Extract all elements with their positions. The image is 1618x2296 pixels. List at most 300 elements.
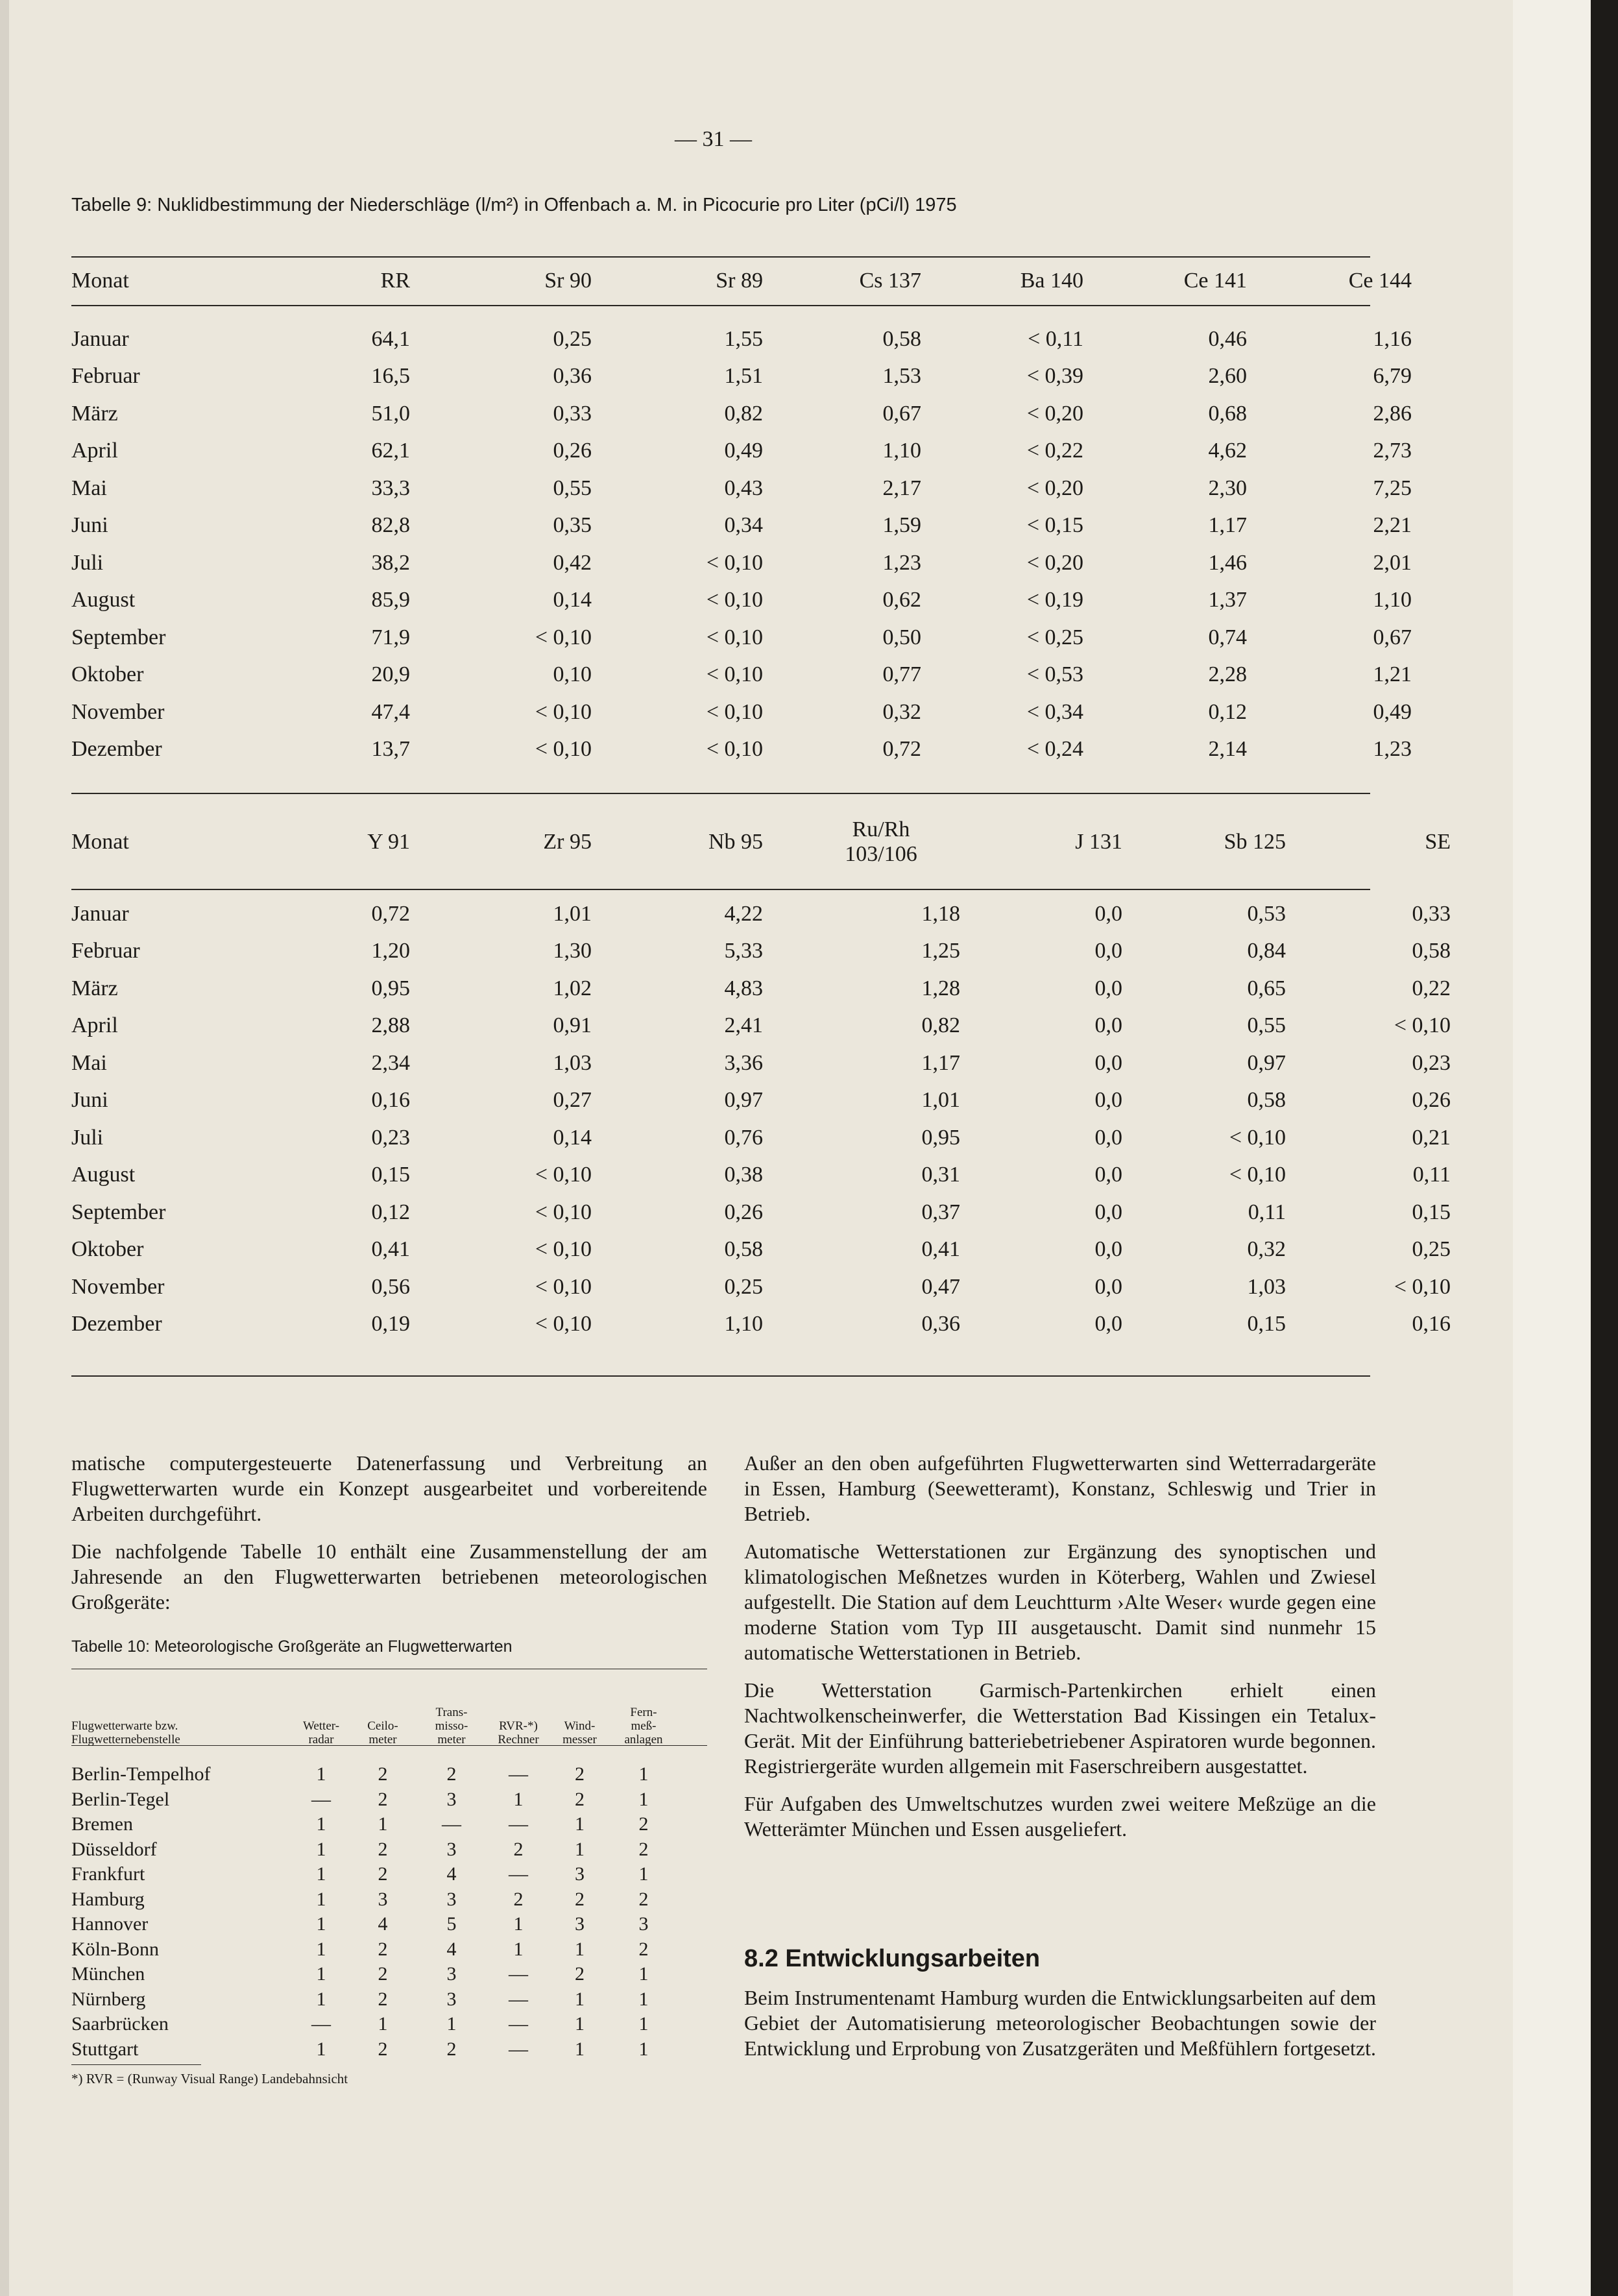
station-cell: Frankfurt <box>71 1863 145 1885</box>
value-cell: < 0,10 <box>706 550 763 575</box>
count-cell: 1 <box>316 1963 326 1985</box>
value-cell: 0,0 <box>1094 1050 1122 1075</box>
table-row <box>71 895 1451 933</box>
value-cell: 0,26 <box>724 1200 763 1224</box>
month-cell: August <box>71 1163 136 1187</box>
value-cell: 0,0 <box>1094 939 1122 963</box>
table-row <box>71 2037 677 2062</box>
table10-footnote: *) RVR = (Runway Visual Range) Landebahnsicht <box>71 2071 348 2086</box>
header-line: Fern- <box>630 1706 657 1719</box>
value-cell: 2,88 <box>371 1013 410 1038</box>
table-row <box>71 731 1412 769</box>
value-cell: 1,53 <box>882 364 921 389</box>
value-cell: 0,55 <box>1247 1013 1286 1038</box>
value-cell: 0,0 <box>1094 1163 1122 1187</box>
count-cell: 1 <box>513 1913 524 1935</box>
count-cell: 3 <box>446 1838 457 1860</box>
count-cell: — <box>509 1863 528 1885</box>
header-line: meter <box>437 1733 466 1746</box>
header-cell: Cs 137 <box>859 269 921 293</box>
value-cell: 1,25 <box>921 939 960 963</box>
header-line: Ceilo- <box>367 1719 398 1733</box>
value-cell: 2,21 <box>1373 513 1412 538</box>
table-row <box>71 1862 677 1887</box>
value-cell: 0,74 <box>1208 625 1247 649</box>
count-cell: 1 <box>316 1888 326 1910</box>
value-cell: < 0,15 <box>1026 513 1083 538</box>
table-row <box>71 1837 677 1863</box>
month-cell: Januar <box>71 901 129 926</box>
value-cell: 0,32 <box>1247 1237 1286 1262</box>
value-cell: < 0,10 <box>535 737 592 762</box>
header-cell <box>610 1683 677 1754</box>
value-cell: 0,0 <box>1094 1200 1122 1224</box>
count-cell: 2 <box>575 1888 585 1910</box>
value-cell: 0,91 <box>553 1013 592 1038</box>
month-cell: Juli <box>71 550 104 575</box>
count-cell: 3 <box>446 1988 457 2010</box>
count-cell: 1 <box>638 1763 649 1785</box>
value-cell: 0,49 <box>724 439 763 463</box>
value-cell: 7,25 <box>1373 476 1412 500</box>
value-cell: 5,33 <box>724 939 763 963</box>
value-cell: < 0,10 <box>1394 1013 1451 1038</box>
value-cell: 1,01 <box>553 901 592 926</box>
table-row <box>71 1231 1451 1269</box>
section-heading: 8.2 Entwicklungsarbeiten <box>744 1945 1041 1972</box>
value-cell: 0,46 <box>1208 326 1247 351</box>
value-cell: 0,41 <box>371 1237 410 1262</box>
value-cell: 2,41 <box>724 1013 763 1038</box>
value-cell: 0,32 <box>882 699 921 724</box>
value-cell: 71,9 <box>371 625 410 649</box>
value-cell: 0,33 <box>1412 901 1451 926</box>
value-cell: 2,17 <box>882 476 921 500</box>
value-cell: 38,2 <box>371 550 410 575</box>
value-cell: 1,20 <box>371 939 410 963</box>
value-cell: 0,11 <box>1248 1200 1286 1224</box>
table-row <box>71 320 1412 358</box>
count-cell: 1 <box>316 1838 326 1860</box>
value-cell: 0,26 <box>1412 1088 1451 1113</box>
header-ru-line2: 103/106 <box>845 842 917 866</box>
table-header-row <box>71 1683 677 1754</box>
value-cell: 0,65 <box>1247 976 1286 1000</box>
count-cell: 4 <box>446 1863 457 1885</box>
count-cell: 3 <box>378 1888 388 1910</box>
value-cell: 0,37 <box>921 1200 960 1224</box>
month-cell: Oktober <box>71 662 144 687</box>
table-row <box>71 1962 677 1987</box>
header-cell: Nb 95 <box>708 830 763 854</box>
value-cell: 2,86 <box>1373 401 1412 426</box>
month-cell: April <box>71 439 118 463</box>
value-cell: 0,67 <box>1373 625 1412 649</box>
value-cell: 1,10 <box>1373 588 1412 612</box>
value-cell: 0,0 <box>1094 1013 1122 1038</box>
count-cell: 2 <box>638 1938 649 1960</box>
count-cell: 1 <box>378 1813 388 1835</box>
value-cell: 0,19 <box>371 1312 410 1336</box>
value-cell: 1,02 <box>553 976 592 1000</box>
value-cell: 0,58 <box>1247 1088 1286 1113</box>
month-cell: Mai <box>71 476 107 500</box>
count-cell: 2 <box>446 2038 457 2060</box>
table-row <box>71 933 1451 971</box>
count-cell: 3 <box>446 1963 457 1985</box>
table9-part1 <box>71 255 1412 768</box>
value-cell: 1,55 <box>724 326 763 351</box>
header-line: meter <box>368 1733 397 1746</box>
value-cell: 0,0 <box>1094 901 1122 926</box>
table-row <box>71 1762 677 1787</box>
value-cell: 0,95 <box>921 1125 960 1150</box>
header-line: Flugwetternebenstelle <box>71 1733 180 1746</box>
count-cell: — <box>509 1813 528 1835</box>
count-cell: 1 <box>316 2038 326 2060</box>
count-cell: 2 <box>446 1763 457 1785</box>
value-cell: 2,01 <box>1373 550 1412 575</box>
month-cell: November <box>71 1274 165 1299</box>
count-cell: 1 <box>513 1938 524 1960</box>
value-cell: 2,60 <box>1208 364 1247 389</box>
month-cell: November <box>71 699 165 724</box>
count-cell: 1 <box>638 2038 649 2060</box>
header-cell <box>71 1683 292 1754</box>
count-cell: 4 <box>378 1913 388 1935</box>
value-cell: 0,68 <box>1208 401 1247 426</box>
month-cell: Dezember <box>71 737 162 762</box>
value-cell: 1,46 <box>1208 550 1247 575</box>
value-cell: 0,0 <box>1094 1088 1122 1113</box>
paragraph: matische computergesteuerte Datenerfassung und Verbreitung an Flugwetterwarten wurde ein Konzept ausgearbeitet und vorbereitende Arbeiten durchgeführt. <box>71 1451 707 1525</box>
value-cell: 1,03 <box>553 1050 592 1075</box>
value-cell: 4,83 <box>724 976 763 1000</box>
value-cell: 0,36 <box>553 364 592 389</box>
table-row <box>71 1306 1451 1344</box>
table-row <box>71 657 1412 694</box>
count-cell: 1 <box>638 1963 649 1985</box>
value-cell: 0,55 <box>553 476 592 500</box>
header-cell <box>292 1683 350 1754</box>
value-cell: 4,62 <box>1208 439 1247 463</box>
value-cell: 0,43 <box>724 476 763 500</box>
value-cell: 0,36 <box>921 1312 960 1336</box>
count-cell: 1 <box>638 1788 649 1810</box>
value-cell: 1,16 <box>1373 326 1412 351</box>
value-cell: < 0,20 <box>1026 550 1083 575</box>
value-cell: < 0,10 <box>535 699 592 724</box>
value-cell: 0,0 <box>1094 1312 1122 1336</box>
paragraph: Außer an den oben aufgeführten Flugwetterwarten sind Wetterradargeräte in Essen, Hamburg (Seewetteramt), Konstanz, Schleswig und Trier in Betrieb. <box>744 1451 1376 1525</box>
header-line: Flugwetterwarte bzw. <box>71 1719 178 1733</box>
month-cell: April <box>71 1013 118 1038</box>
table-row <box>71 358 1412 396</box>
header-cell: Sr 90 <box>544 269 592 293</box>
month-cell: März <box>71 401 118 426</box>
month-cell: Juli <box>71 1125 104 1150</box>
value-cell: 1,10 <box>724 1312 763 1336</box>
value-cell: 0,72 <box>882 737 921 762</box>
header-ru-line1: Ru/Rh <box>852 817 910 841</box>
month-cell: Januar <box>71 326 129 351</box>
value-cell: 0,50 <box>882 625 921 649</box>
table10 <box>71 1683 677 2062</box>
value-cell: 2,30 <box>1208 476 1247 500</box>
table-row <box>71 694 1412 731</box>
station-cell: Bremen <box>71 1813 133 1835</box>
value-cell: 4,22 <box>724 901 763 926</box>
table-row <box>71 1119 1451 1157</box>
table9-caption: Tabelle 9: Nuklidbestimmung der Niederschläge (l/m²) in Offenbach a. M. in Picocurie pro Liter (pCi/l) 1975 <box>71 195 957 215</box>
count-cell: 2 <box>378 1763 388 1785</box>
value-cell: 0,0 <box>1094 1274 1122 1299</box>
count-cell: 1 <box>575 2013 585 2035</box>
value-cell: 85,9 <box>371 588 410 612</box>
value-cell: < 0,11 <box>1028 326 1083 351</box>
count-cell: 1 <box>575 1838 585 1860</box>
count-cell: 2 <box>575 1963 585 1985</box>
value-cell: 0,38 <box>724 1163 763 1187</box>
station-cell: Saarbrücken <box>71 2013 169 2035</box>
count-cell: 1 <box>513 1788 524 1810</box>
value-cell: 33,3 <box>371 476 410 500</box>
value-cell: 0,84 <box>1247 939 1286 963</box>
value-cell: < 0,10 <box>1229 1163 1286 1187</box>
value-cell: 0,27 <box>553 1088 592 1113</box>
station-cell: Berlin-Tegel <box>71 1788 170 1810</box>
value-cell: 13,7 <box>371 737 410 762</box>
header-cell: Sb 125 <box>1224 830 1286 854</box>
count-cell: — <box>509 1963 528 1985</box>
count-cell: — <box>509 1988 528 2010</box>
value-cell: 0,14 <box>553 1125 592 1150</box>
value-cell: 0,58 <box>882 326 921 351</box>
value-cell: 0,10 <box>553 662 592 687</box>
paragraph: Beim Instrumentenamt Hamburg wurden die Entwicklungsarbeiten auf dem Gebiet der Automatisierung meteorologischer Beobachtungen sowie der Entwicklung und Erprobung von Zusatzgeräten und Meßfühlern fortgesetzt. <box>744 1986 1376 2060</box>
count-cell: — <box>311 1788 331 1810</box>
table-row <box>71 470 1412 507</box>
value-cell: 2,73 <box>1373 439 1412 463</box>
value-cell: < 0,24 <box>1026 737 1083 762</box>
table9-part2 <box>71 804 1451 1343</box>
value-cell: 2,28 <box>1208 662 1247 687</box>
value-cell: 2,34 <box>371 1050 410 1075</box>
value-cell: 47,4 <box>371 699 410 724</box>
count-cell: 2 <box>378 1963 388 1985</box>
value-cell: 3,36 <box>724 1050 763 1075</box>
value-cell: 0,14 <box>553 588 592 612</box>
count-cell: 1 <box>316 1813 326 1835</box>
value-cell: < 0,19 <box>1026 588 1083 612</box>
header-cell: RR <box>380 269 410 293</box>
count-cell: 1 <box>316 1938 326 1960</box>
value-cell: < 0,10 <box>535 1200 592 1224</box>
count-cell: 2 <box>638 1813 649 1835</box>
station-cell: Nürnberg <box>71 1988 146 2010</box>
table-row <box>71 1157 1451 1194</box>
header-cell: Zr 95 <box>543 830 592 854</box>
count-cell: 1 <box>378 2013 388 2035</box>
value-cell: < 0,10 <box>1229 1125 1286 1150</box>
value-cell: 0,82 <box>921 1013 960 1038</box>
value-cell: 1,17 <box>1208 513 1247 538</box>
value-cell: 2,14 <box>1208 737 1247 762</box>
binding-strip <box>1513 0 1591 2296</box>
count-cell: 1 <box>575 1988 585 2010</box>
header-cell: Ce 144 <box>1348 269 1412 293</box>
count-cell: — <box>311 2013 331 2035</box>
count-cell: 2 <box>575 1763 585 1785</box>
table-row <box>71 1937 677 1963</box>
page-number: — 31 — <box>675 127 752 151</box>
count-cell: 1 <box>575 1813 585 1835</box>
month-cell: Dezember <box>71 1312 162 1336</box>
count-cell: 1 <box>575 2038 585 2060</box>
station-cell: Köln-Bonn <box>71 1938 159 1960</box>
value-cell: 6,79 <box>1373 364 1412 389</box>
value-cell: 0,15 <box>1412 1200 1451 1224</box>
value-cell: < 0,25 <box>1026 625 1083 649</box>
table-row <box>71 1008 1451 1045</box>
count-cell: — <box>509 2038 528 2060</box>
header-line: Rechner <box>498 1733 539 1746</box>
value-cell: < 0,10 <box>535 1274 592 1299</box>
table-row <box>71 1987 677 2012</box>
month-cell: September <box>71 1200 166 1224</box>
table-row <box>71 1787 677 1813</box>
header-cell <box>488 1683 549 1754</box>
header-cell: Sr 89 <box>716 269 763 293</box>
value-cell: 1,21 <box>1373 662 1412 687</box>
month-cell: März <box>71 976 118 1000</box>
count-cell: 2 <box>513 1838 524 1860</box>
count-cell: 1 <box>316 1863 326 1885</box>
header-cell: Y 91 <box>367 830 410 854</box>
station-cell: Stuttgart <box>71 2038 139 2060</box>
value-cell: 0,0 <box>1094 1237 1122 1262</box>
month-cell: Mai <box>71 1050 107 1075</box>
month-cell: Juni <box>71 513 108 538</box>
value-cell: 0,95 <box>371 976 410 1000</box>
value-cell: 0,33 <box>553 401 592 426</box>
month-cell: September <box>71 625 166 649</box>
count-cell: — <box>509 2013 528 2035</box>
count-cell: 2 <box>378 1863 388 1885</box>
paragraph: Für Aufgaben des Umweltschutzes wurden zwei weitere Meßzüge an die Wetterämter München und Essen ausgeliefert. <box>744 1792 1376 1841</box>
count-cell: 2 <box>378 1838 388 1860</box>
scan-edge <box>1591 0 1618 2296</box>
header-line: Trans- <box>435 1706 468 1719</box>
header-cell <box>549 1683 610 1754</box>
value-cell: 0,0 <box>1094 1125 1122 1150</box>
table-row <box>71 2012 677 2037</box>
header-cell: Ce 141 <box>1183 269 1247 293</box>
count-cell: — <box>442 1813 461 1835</box>
value-cell: 0,12 <box>1208 699 1247 724</box>
station-cell: Hannover <box>71 1913 149 1935</box>
left-column-text <box>71 1451 707 1627</box>
value-cell: 1,59 <box>882 513 921 538</box>
value-cell: 0,16 <box>1412 1312 1451 1336</box>
value-cell: 0,82 <box>724 401 763 426</box>
value-cell: 1,28 <box>921 976 960 1000</box>
value-cell: < 0,20 <box>1026 401 1083 426</box>
value-cell: 0,16 <box>371 1088 410 1113</box>
count-cell: 1 <box>446 2013 457 2035</box>
right-column-text-2 <box>744 1985 1376 2073</box>
value-cell: 0,11 <box>1412 1163 1451 1187</box>
value-cell: < 0,10 <box>706 699 763 724</box>
count-cell: 3 <box>575 1863 585 1885</box>
value-cell: < 0,10 <box>706 662 763 687</box>
header-cell: Ba 140 <box>1020 269 1083 293</box>
count-cell: 3 <box>638 1913 649 1935</box>
table-row <box>71 1887 677 1913</box>
month-cell: Februar <box>71 939 140 963</box>
count-cell: 1 <box>316 1763 326 1785</box>
count-cell: 1 <box>316 1913 326 1935</box>
value-cell: 62,1 <box>371 439 410 463</box>
value-cell: 0,49 <box>1373 699 1412 724</box>
value-cell: < 0,53 <box>1026 662 1083 687</box>
value-cell: < 0,10 <box>535 1163 592 1187</box>
header-cell: Monat <box>71 830 129 854</box>
value-cell: 0,21 <box>1412 1125 1451 1150</box>
value-cell: 0,0 <box>1094 976 1122 1000</box>
value-cell: < 0,10 <box>535 1237 592 1262</box>
header-line: RVR-*) <box>499 1719 538 1733</box>
value-cell: 51,0 <box>371 401 410 426</box>
value-cell: 0,41 <box>921 1237 960 1262</box>
value-cell: < 0,10 <box>706 625 763 649</box>
value-cell: 1,37 <box>1208 588 1247 612</box>
value-cell: < 0,34 <box>1026 699 1083 724</box>
count-cell: 2 <box>638 1888 649 1910</box>
table-header-row <box>71 804 1451 880</box>
value-cell: 1,23 <box>882 550 921 575</box>
station-cell: München <box>71 1963 145 1985</box>
value-cell: 0,56 <box>371 1274 410 1299</box>
value-cell: 1,51 <box>724 364 763 389</box>
value-cell: 1,18 <box>921 901 960 926</box>
month-cell: Juni <box>71 1088 108 1113</box>
value-cell: 0,22 <box>1412 976 1451 1000</box>
value-cell: 0,25 <box>553 326 592 351</box>
count-cell: 2 <box>638 1838 649 1860</box>
value-cell: < 0,10 <box>706 588 763 612</box>
count-cell: 1 <box>316 1988 326 2010</box>
value-cell: 1,30 <box>553 939 592 963</box>
value-cell: 0,72 <box>371 901 410 926</box>
table-row <box>71 582 1412 620</box>
value-cell: 0,23 <box>1412 1050 1451 1075</box>
station-cell: Berlin-Tempelhof <box>71 1763 211 1785</box>
count-cell: — <box>509 1763 528 1785</box>
table-row <box>71 970 1451 1008</box>
table-row <box>71 1912 677 1937</box>
value-cell: 0,97 <box>724 1088 763 1113</box>
station-cell: Hamburg <box>71 1888 145 1910</box>
table9-bottom-rule <box>71 1375 1370 1377</box>
table-header-row <box>71 255 1412 307</box>
value-cell: 20,9 <box>371 662 410 687</box>
value-cell: 0,31 <box>921 1163 960 1187</box>
value-cell: 0,12 <box>371 1200 410 1224</box>
value-cell: 0,76 <box>724 1125 763 1150</box>
count-cell: 2 <box>378 2038 388 2060</box>
value-cell: 1,23 <box>1373 737 1412 762</box>
